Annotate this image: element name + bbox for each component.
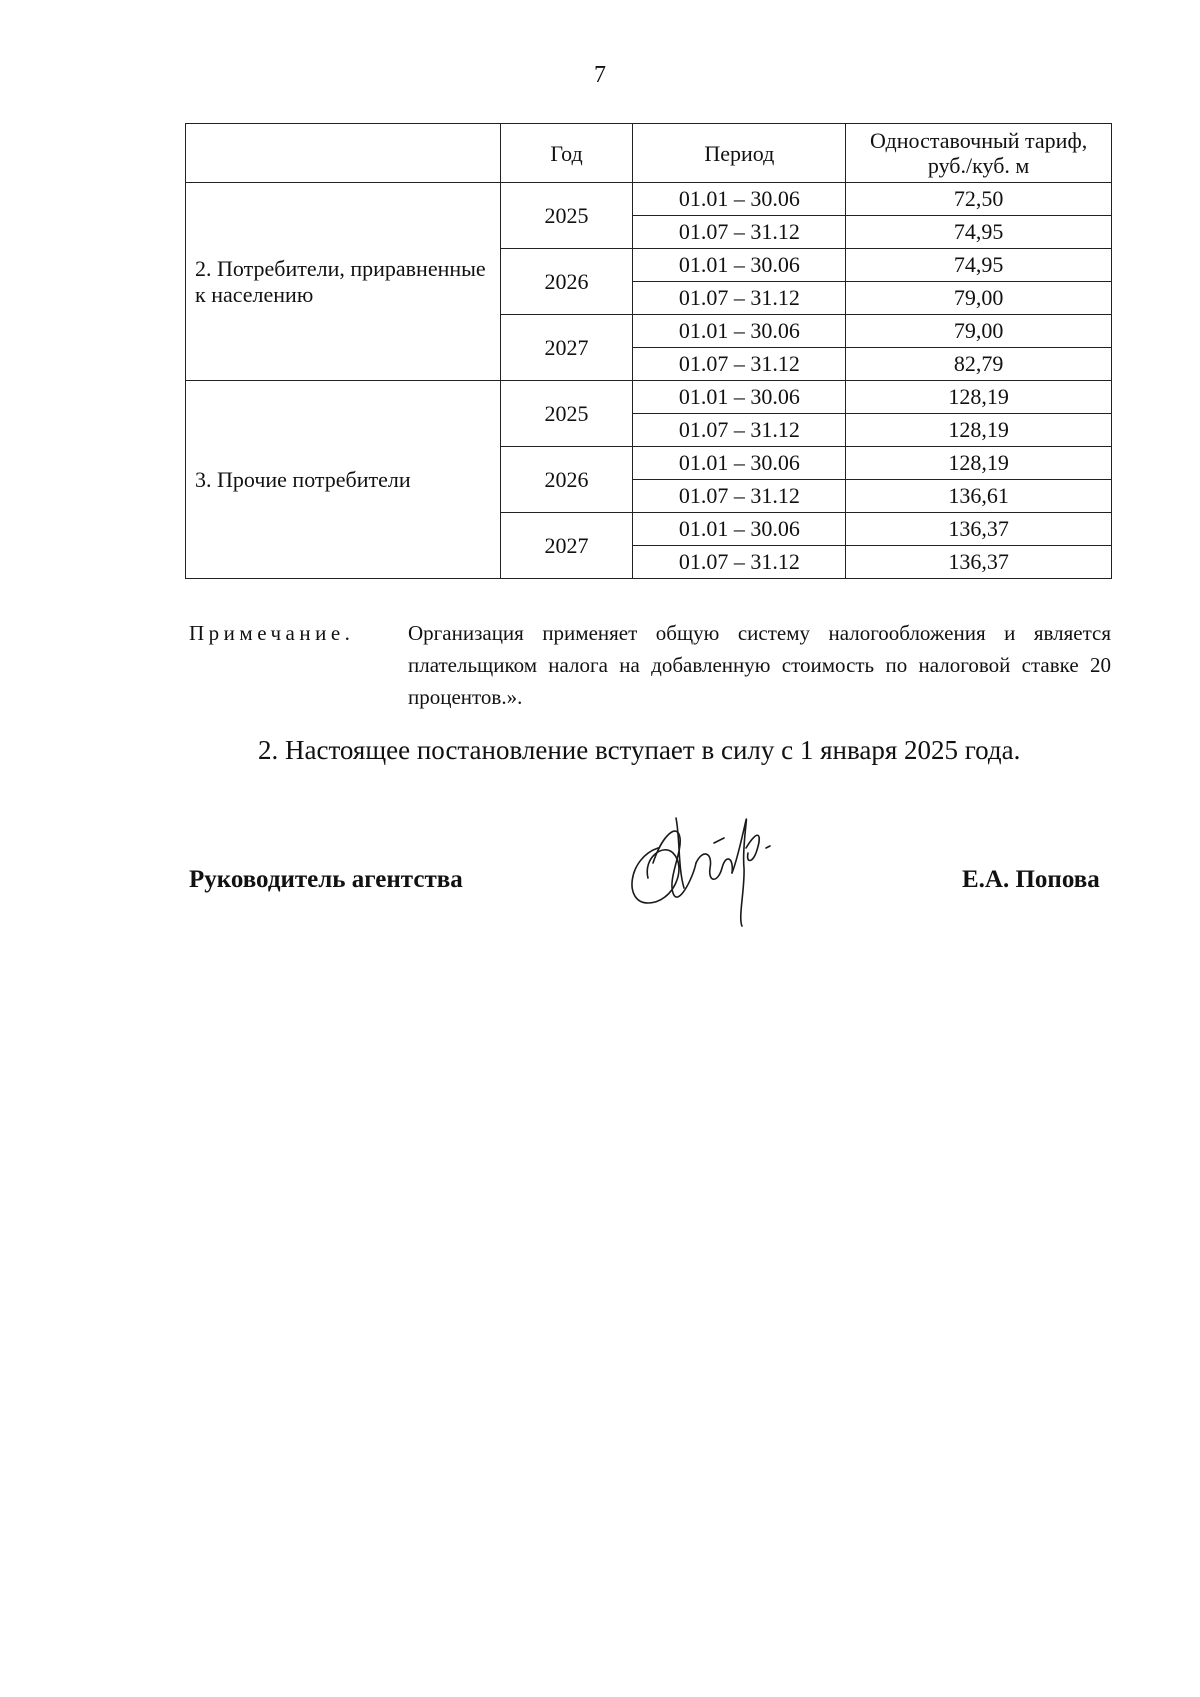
year-cell: 2027 bbox=[500, 315, 633, 381]
year-cell: 2025 bbox=[500, 381, 633, 447]
page-number: 7 bbox=[594, 62, 606, 88]
year-cell: 2026 bbox=[500, 447, 633, 513]
period-cell: 01.01 – 30.06 bbox=[633, 183, 846, 216]
note-text: Организация применяет общую систему налогообложения и является плательщиком налога на добавленную стоимость по налоговой ставке 20 процентов.». bbox=[408, 621, 1111, 709]
period-cell: 01.01 – 30.06 bbox=[633, 315, 846, 348]
consumer-group-cell: 3. Прочие потребители bbox=[186, 381, 501, 579]
table-header-row bbox=[186, 124, 1112, 183]
year-cell: 2026 bbox=[500, 249, 633, 315]
tariff-cell: 74,95 bbox=[846, 249, 1112, 282]
period-cell: 01.07 – 31.12 bbox=[633, 282, 846, 315]
tariff-cell: 128,19 bbox=[846, 447, 1112, 480]
tariff-cell: 136,37 bbox=[846, 513, 1112, 546]
handwritten-signature bbox=[618, 808, 798, 928]
tariff-table bbox=[185, 123, 1112, 579]
tariff-cell: 74,95 bbox=[846, 216, 1112, 249]
year-cell: 2025 bbox=[500, 183, 633, 249]
signatory-title: Руководитель агентства bbox=[189, 866, 463, 893]
period-cell: 01.01 – 30.06 bbox=[633, 381, 846, 414]
consumer-group-cell: 2. Потребители, приравненные к населению bbox=[186, 183, 501, 381]
period-cell: 01.07 – 31.12 bbox=[633, 546, 846, 579]
tariff-cell: 79,00 bbox=[846, 282, 1112, 315]
tariff-cell: 72,50 bbox=[846, 183, 1112, 216]
tariff-cell: 79,00 bbox=[846, 315, 1112, 348]
period-cell: 01.01 – 30.06 bbox=[633, 249, 846, 282]
header-year: Год bbox=[500, 124, 633, 183]
table-row bbox=[186, 183, 1112, 216]
note-label: Примечание. bbox=[189, 621, 355, 645]
period-cell: 01.07 – 31.12 bbox=[633, 216, 846, 249]
header-consumer bbox=[186, 124, 501, 183]
period-cell: 01.07 – 31.12 bbox=[633, 414, 846, 447]
year-cell: 2027 bbox=[500, 513, 633, 579]
tariff-cell: 128,19 bbox=[846, 381, 1112, 414]
decision-paragraph: 2. Настоящее постановление вступает в силу с 1 января 2025 года. bbox=[258, 735, 1021, 765]
tariff-cell: 82,79 bbox=[846, 348, 1112, 381]
tariff-cell: 128,19 bbox=[846, 414, 1112, 447]
period-cell: 01.01 – 30.06 bbox=[633, 513, 846, 546]
tariff-cell: 136,61 bbox=[846, 480, 1112, 513]
table-row bbox=[186, 381, 1112, 414]
header-tariff: Одноставочный тариф, руб./куб. м bbox=[846, 124, 1112, 183]
period-cell: 01.07 – 31.12 bbox=[633, 480, 846, 513]
period-cell: 01.07 – 31.12 bbox=[633, 348, 846, 381]
signatory-name: Е.А. Попова bbox=[962, 866, 1100, 893]
period-cell: 01.01 – 30.06 bbox=[633, 447, 846, 480]
tariff-cell: 136,37 bbox=[846, 546, 1112, 579]
header-period: Период bbox=[633, 124, 846, 183]
